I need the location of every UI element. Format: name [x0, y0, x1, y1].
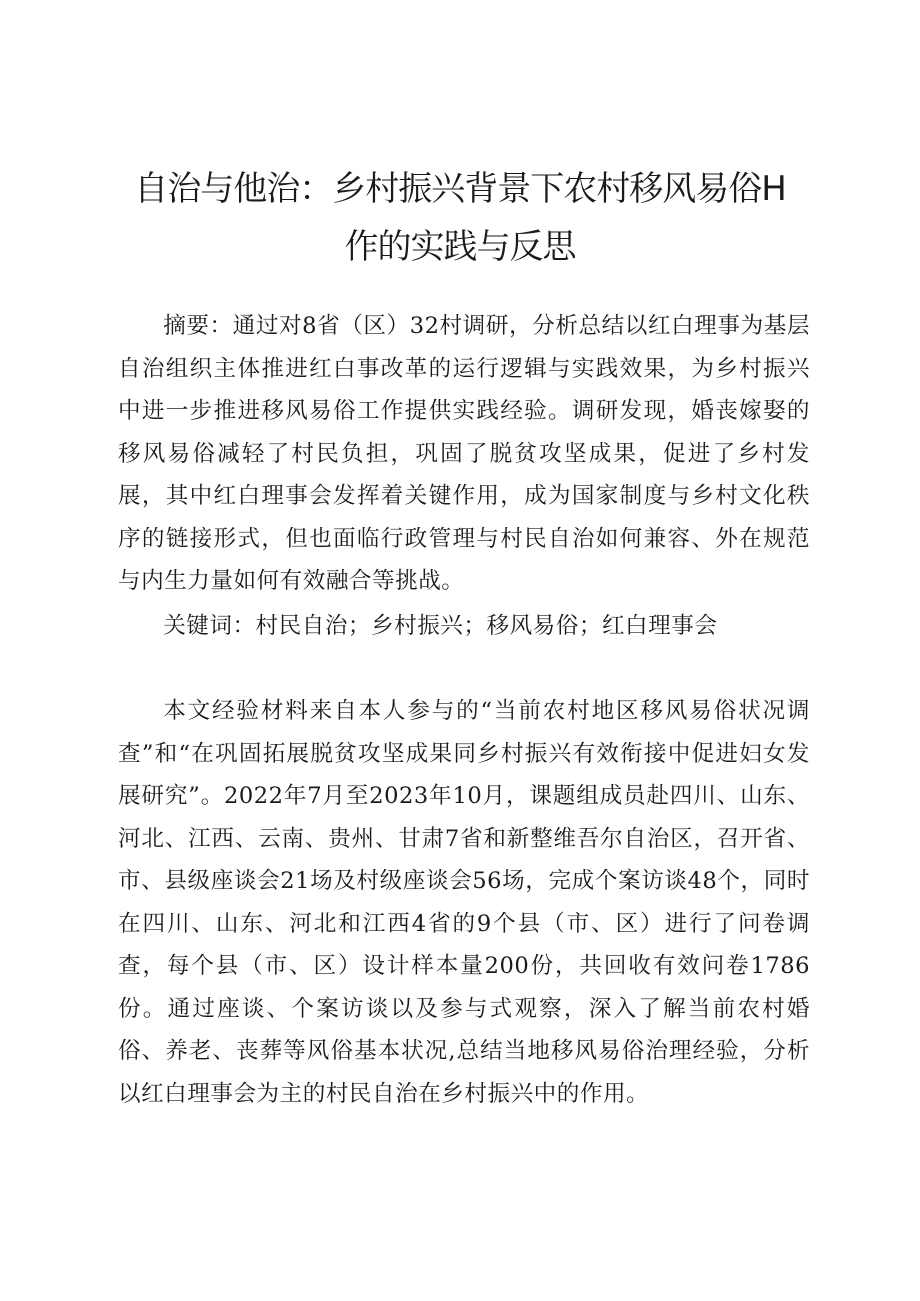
title-line-2: 作的实践与反思	[344, 227, 576, 267]
document-title	[110, 160, 810, 276]
abstract-paragraph: 摘要：通过对8省（区）32村调研，分析总结以红白理事为基层自治组织主体推进红白事改革的运行逻辑与实践效果，为乡村振兴中进一步推进移风易俗工作提供实践经验。调研发现，婚丧嫁娶的移风易俗减轻了村民负担，巩固了脱贫攻坚成果，促进了乡村发展，其中红白理事会发挥着关键作用，成为国家制度与乡村文化秩序的链接形式，但也面临行政管理与村民自治如何兼容、外在规范与内生力量如何有效融合等挑战。	[118, 313, 810, 594]
keywords-paragraph: 关键词：村民自治；乡村振兴；移风易俗；红白理事会	[163, 613, 718, 639]
body-paragraph: 本文经验材料来自本人参与的“当前农村地区移风易俗状况调查”和“在巩固拓展脱贫攻坚成果同乡村振兴有效衔接中促进妇女发展研究”。2022年7月至2023年10月，课题组成员赴四川、山东、河北、江西、云南、贵州、甘肃7省和新整维吾尔自治区，召开省、市、县级座谈会21场及村级座谈会56场，完成个案访谈48个，同时在四川、山东、河北和江西4省的9个县（市、区）进行了问卷调查，每个县（市、区）设计样本量200份，共回收有效问卷1786份。通过座谈、个案访谈以及参与式观察，深入了解当前农村婚俗、养老、丧葬等风俗基本状况,总结当地移风易俗治理经验，分析以红白理事会为主的村民自治在乡村振兴中的作用。	[118, 698, 810, 1107]
title-line-1: 自治与他治：乡村振兴背景下农村移风易俗H	[134, 169, 786, 209]
